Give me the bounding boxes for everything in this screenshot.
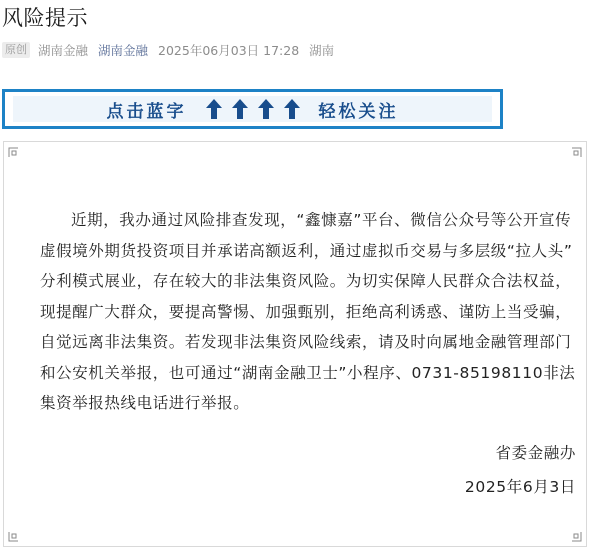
publish-location: 湖南 [309, 43, 335, 58]
notice-body [40, 205, 580, 419]
up-arrow-icon [230, 98, 250, 120]
notice-line: 自觉远离非法集资。若发现非法集资风险线索，请及时向属地金融管理部门 [40, 333, 572, 351]
publish-time: 2025年06月03日 17:28 [158, 43, 300, 58]
ornament-corner-icon [8, 147, 19, 158]
author-name: 湖南金融 [38, 43, 89, 58]
notice-line: 近期，我办通过风险排查发现，“鑫慷嘉”平台、微信公众号等公开宣传 [71, 211, 572, 229]
notice-line: 虚假境外期货投资项目并承诺高额返利，通过虚拟币交易与多层级“拉人头” [40, 241, 573, 260]
issuer-name: 省委金融办 [495, 444, 576, 462]
article-meta [2, 41, 334, 59]
follow-banner-right-text: 轻松关注 [318, 101, 399, 122]
follow-banner-inner [13, 96, 492, 122]
ornament-corner-icon [8, 531, 19, 542]
notice-line: 分利模式展业，存在较大的非法集资风险。为切实保障人民群众合法权益， [40, 272, 572, 290]
notice-line: 集资举报热线电话进行举报。 [40, 394, 250, 412]
follow-banner-left-text: 点击蓝字 [106, 101, 187, 122]
notice-line: 和公安机关举报，也可通过“湖南金融卫士”小程序、0731-85198110非法 [40, 363, 576, 382]
original-badge: 原创 [2, 42, 30, 58]
arrow-group [201, 98, 305, 120]
up-arrow-icon [204, 98, 224, 120]
up-arrow-icon [256, 98, 276, 120]
ornament-corner-icon [571, 531, 582, 542]
account-link[interactable]: 湖南金融 [98, 43, 149, 58]
article-title: 风险提示 [2, 6, 88, 30]
issue-date: 2025年6月3日 [464, 478, 576, 496]
notice-line: 现提醒广大群众，要提高警惕、加强甄别，拒绝高利诱惑、谨防上当受骗， [40, 302, 572, 321]
ornament-corner-icon [571, 147, 582, 158]
follow-banner[interactable] [2, 89, 503, 129]
up-arrow-icon [282, 98, 302, 120]
notice-signature-block [465, 436, 576, 504]
